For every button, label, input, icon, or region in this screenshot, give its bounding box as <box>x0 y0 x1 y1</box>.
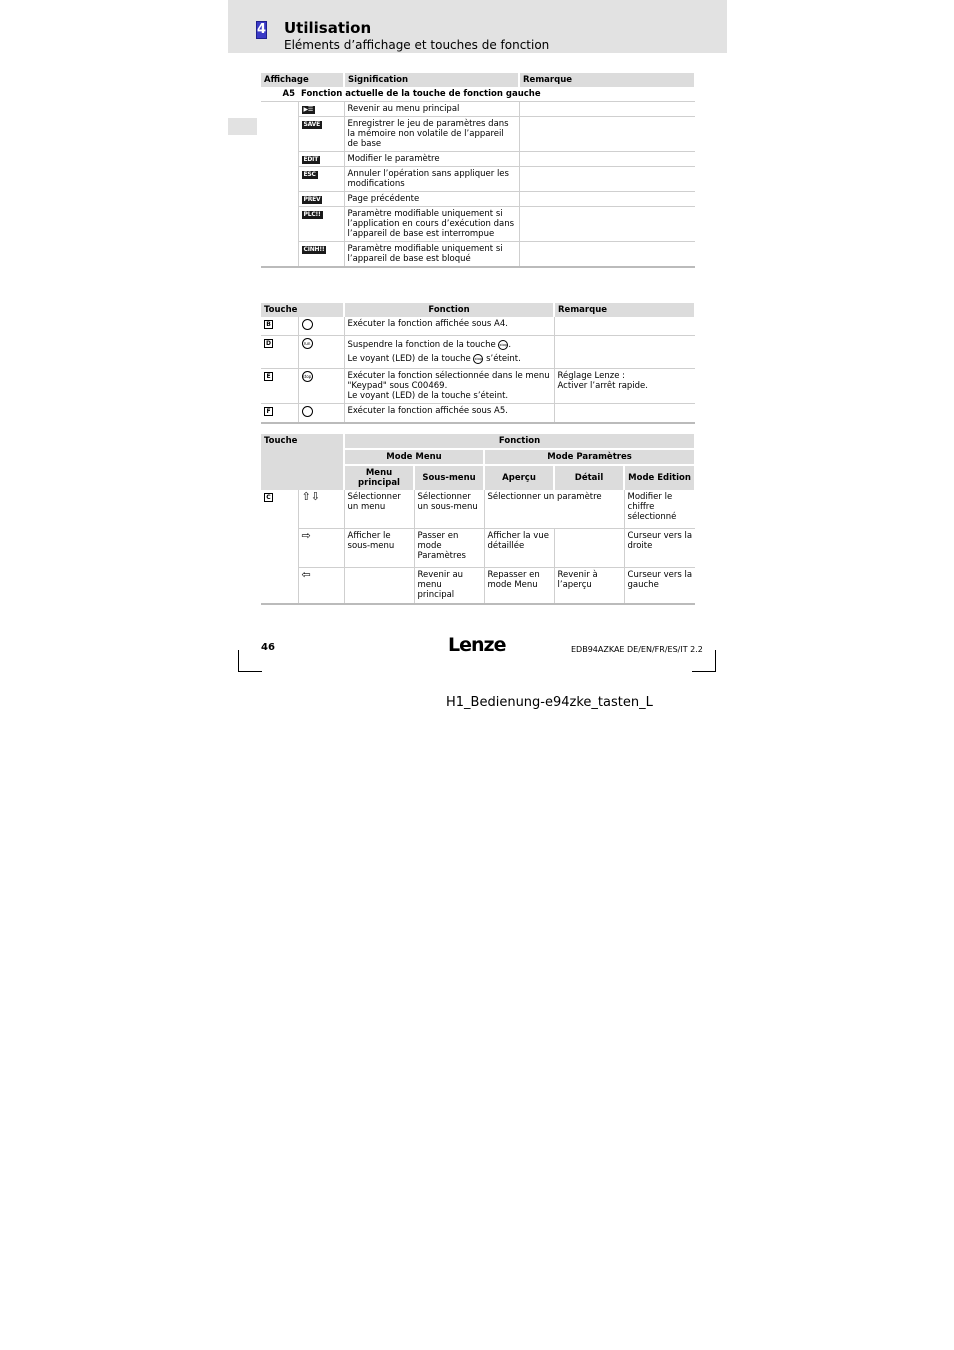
page-number: 46 <box>261 642 275 653</box>
col-header-affichage: Affichage <box>261 73 344 87</box>
crop-mark <box>715 650 716 672</box>
navigation-keys-table <box>261 434 696 605</box>
stop-key-icon: stop <box>473 354 483 364</box>
cell-text: Afficher le sous-menu <box>344 528 414 567</box>
col-header-mode-param: Mode Paramètres <box>484 449 695 465</box>
image-caption: H1_Bedienung-e94zke_tasten_L <box>446 695 653 710</box>
table-row <box>261 404 695 424</box>
right-arrow-icon: ⇨ <box>301 528 311 542</box>
table-row <box>261 102 695 117</box>
key-f-icon: F <box>264 407 273 416</box>
cell-text <box>554 528 624 567</box>
document-reference: EDB94AZKAE DE/EN/FR/ES/IT 2.2 <box>571 645 703 654</box>
run-key-icon: run <box>302 338 313 349</box>
cell-text: Sélectionner un sous-menu <box>414 490 484 528</box>
remark-text: Activer l’arrêt rapide. <box>557 381 648 391</box>
row-text: Enregistrer le jeu de paramètres dans la mémoire non volatile de l’appareil de base <box>344 117 519 152</box>
cell-text: Passer en mode Paramètres <box>414 528 484 567</box>
cell-text: Repasser en mode Menu <box>484 567 554 604</box>
cell-text: Revenir à l’aperçu <box>554 567 624 604</box>
group-id: A5 <box>261 87 298 102</box>
table-row <box>261 242 695 268</box>
row-text: s’éteint. <box>483 354 521 364</box>
crop-mark <box>238 650 239 672</box>
col-header-touche: Touche <box>261 434 344 490</box>
col-header-remarque: Remarque <box>519 73 695 87</box>
col-header-mode-menu: Mode Menu <box>344 449 484 465</box>
group-title: Fonction actuelle de la touche de fonction gauche <box>298 87 695 102</box>
cell-text: Sélectionner un menu <box>344 490 414 528</box>
row-text: Annuler l’opération sans appliquer les modifications <box>344 167 519 192</box>
row-text: Paramètre modifiable uniquement si l’application en cours d’exécution dans l’appareil de base est interrompue <box>344 207 519 242</box>
row-text: Exécuter la fonction affichée sous A4. <box>344 317 554 336</box>
cell-text: Sélectionner un paramètre <box>484 490 624 528</box>
cell-text: Curseur vers la droite <box>624 528 695 567</box>
table-row <box>261 167 695 192</box>
blank-key-icon <box>302 319 313 330</box>
col-header-signification: Signification <box>344 73 519 87</box>
col-header-sous-menu: Sous-menu <box>414 465 484 490</box>
row-text: Page précédente <box>344 192 519 207</box>
col-header-menu-principal: Menu principal <box>344 465 414 490</box>
row-text: Le voyant (LED) de la touche <box>347 354 474 364</box>
col-header-detail: Détail <box>554 465 624 490</box>
table-row <box>261 317 695 336</box>
table-row <box>261 152 695 167</box>
cell-text: Afficher la vue détaillée <box>484 528 554 567</box>
table-row <box>261 369 695 404</box>
chapter-number: 4 <box>257 22 267 37</box>
cinh-badge: CINH!! <box>303 246 325 253</box>
col-header-touche: Touche <box>261 303 344 317</box>
key-e-icon: E <box>264 372 273 381</box>
stop-key-icon: stop <box>498 340 508 350</box>
crop-mark <box>692 671 716 672</box>
cell-text: Curseur vers la gauche <box>624 567 695 604</box>
table-row <box>261 117 695 152</box>
row-text: Suspendre la fonction de la touche <box>347 340 499 350</box>
col-header-remarque: Remarque <box>554 303 695 317</box>
key-d-icon: D <box>264 339 273 348</box>
save-badge: SAVE <box>303 121 320 128</box>
row-text: Le voyant (LED) de la touche s’éteint. <box>347 391 509 401</box>
cell-text: Revenir au menu principal <box>414 567 484 604</box>
side-tab-marker <box>228 118 257 135</box>
table-row <box>261 528 695 567</box>
blank-key-icon <box>302 406 313 417</box>
page-title: Utilisation <box>284 19 372 37</box>
table-row <box>261 207 695 242</box>
esc-badge: ESC <box>303 171 316 178</box>
table-row <box>261 192 695 207</box>
plc-badge: PLC!! <box>303 211 321 218</box>
stop-key-icon: stop <box>302 371 313 382</box>
up-down-arrows-icon: ⇧⇩ <box>301 490 320 503</box>
col-header-fonction: Fonction <box>344 303 554 317</box>
row-text: Exécuter la fonction affichée sous A5. <box>344 404 554 424</box>
col-header-mode-edition: Mode Edition <box>624 465 695 490</box>
lenze-logo: Lenze <box>448 634 506 656</box>
display-table <box>261 73 696 268</box>
key-c-icon: C <box>264 493 273 502</box>
cell-text: Modifier le chiffre sélectionné <box>624 490 695 528</box>
key-b-icon: B <box>264 320 273 329</box>
page-subtitle: Eléments d’affichage et touches de fonction <box>284 38 550 52</box>
keys-table <box>261 303 696 424</box>
table-row <box>261 567 695 604</box>
prev-badge: PREV <box>303 196 321 203</box>
crop-mark <box>238 671 262 672</box>
col-header-fonction: Fonction <box>344 434 695 449</box>
cell-text <box>344 567 414 604</box>
table-row <box>261 490 695 528</box>
left-arrow-icon: ⇦ <box>301 567 311 581</box>
row-text: Paramètre modifiable uniquement si l’appareil de base est bloqué <box>344 242 519 268</box>
row-text: Revenir au menu principal <box>344 102 519 117</box>
menu-icon: ▶☰ <box>303 106 314 113</box>
table-row: D run Suspendre la fonction de la touche stop. Le voyant (LED) de la touche stop s’éteint. <box>261 336 695 369</box>
row-text: Exécuter la fonction sélectionnée dans le menu "Keypad" sous C00469. <box>347 371 550 391</box>
row-text: Modifier le paramètre <box>344 152 519 167</box>
remark-text: Réglage Lenze : <box>557 371 626 381</box>
edit-badge: EDIT <box>303 156 319 163</box>
col-header-apercu: Aperçu <box>484 465 554 490</box>
